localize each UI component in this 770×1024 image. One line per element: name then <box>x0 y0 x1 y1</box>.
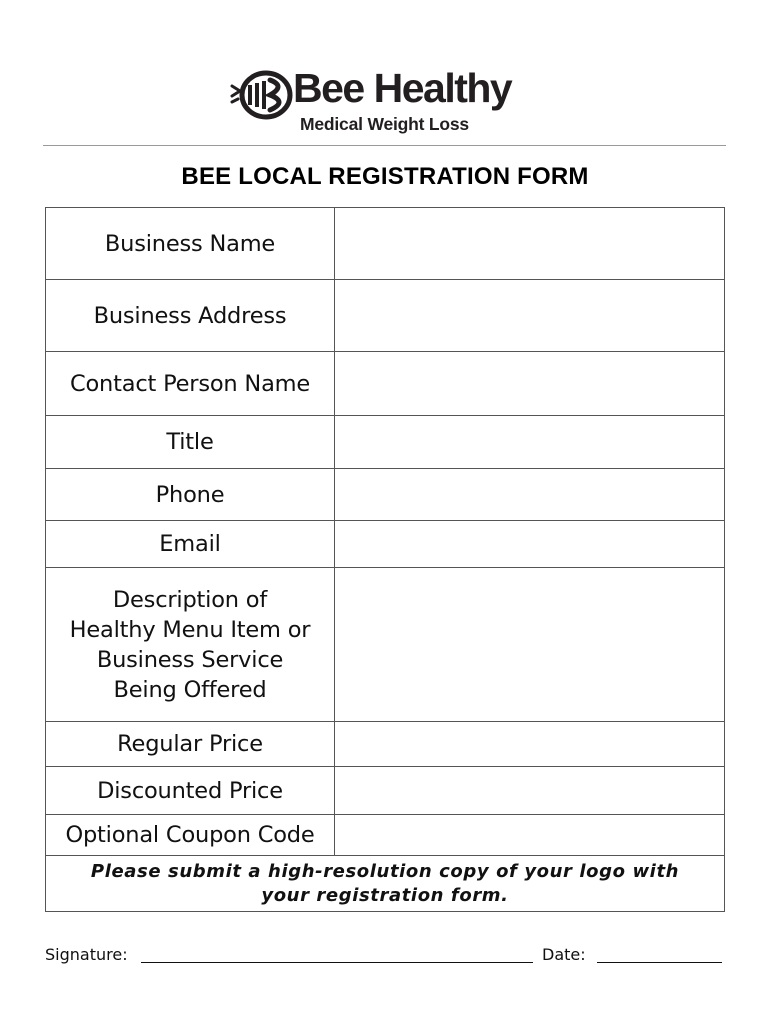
table-row <box>46 416 725 469</box>
field-input-phone[interactable] <box>335 469 725 521</box>
table-row <box>46 521 725 568</box>
table-row <box>46 815 725 856</box>
header-divider <box>43 145 726 146</box>
bee-healthy-logo <box>230 64 550 144</box>
field-label-phone: Phone <box>46 469 335 521</box>
table-row <box>46 856 725 912</box>
field-label-coupon-code: Optional Coupon Code <box>46 815 335 856</box>
field-label-email: Email <box>46 521 335 568</box>
date-line[interactable] <box>597 962 722 963</box>
field-label-description: Description of Healthy Menu Item or Business Service Being Offered <box>46 568 335 722</box>
table-row <box>46 568 725 722</box>
table-row <box>46 280 725 352</box>
field-label-title: Title <box>46 416 335 469</box>
table-row <box>46 469 725 521</box>
field-label-business-address: Business Address <box>46 280 335 352</box>
logo-wordmark: Bee Healthy <box>293 65 512 111</box>
field-input-regular-price[interactable] <box>335 722 725 767</box>
logo-submission-note: Please submit a high-resolution copy of your logo with your registration form. <box>46 856 725 912</box>
form-title: BEE LOCAL REGISTRATION FORM <box>181 163 589 190</box>
table-row <box>46 722 725 767</box>
field-label-regular-price: Regular Price <box>46 722 335 767</box>
field-input-contact-person-name[interactable] <box>335 352 725 416</box>
table-row <box>46 767 725 815</box>
field-input-business-name[interactable] <box>335 208 725 280</box>
field-input-title[interactable] <box>335 416 725 469</box>
field-input-business-address[interactable] <box>335 280 725 352</box>
table-row <box>46 208 725 280</box>
signature-line[interactable] <box>141 962 533 963</box>
field-input-email[interactable] <box>335 521 725 568</box>
field-input-discounted-price[interactable] <box>335 767 725 815</box>
signature-label: Signature: <box>45 945 128 964</box>
logo-tagline: Medical Weight Loss <box>300 114 469 134</box>
registration-table <box>45 207 725 912</box>
field-label-contact-person-name: Contact Person Name <box>46 352 335 416</box>
table-row <box>46 352 725 416</box>
date-label: Date: <box>542 945 586 964</box>
signature-row <box>45 943 725 969</box>
field-label-discounted-price: Discounted Price <box>46 767 335 815</box>
field-input-description[interactable] <box>335 568 725 722</box>
field-label-business-name: Business Name <box>46 208 335 280</box>
bee-icon <box>230 66 300 124</box>
field-input-coupon-code[interactable] <box>335 815 725 856</box>
